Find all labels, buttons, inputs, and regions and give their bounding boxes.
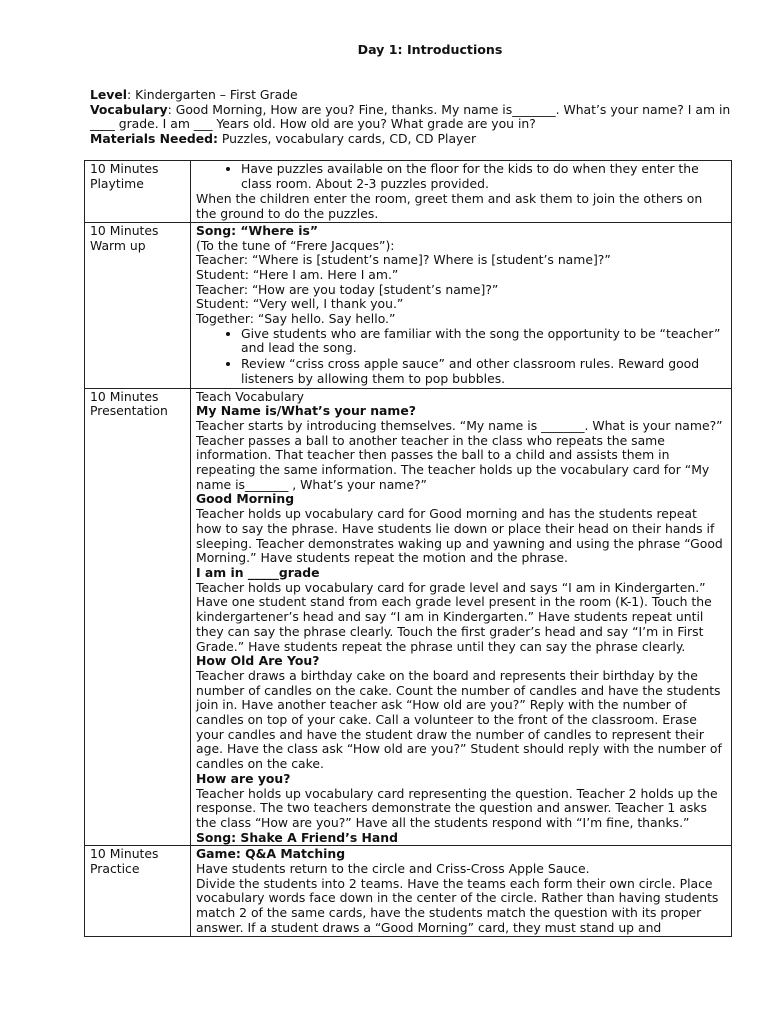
section-text: Teacher holds up vocabulary card representing the question. Teacher 2 holds up the response. The two teachers demonstrate the question and answer. Teacher 1 asks the class “How are you?” Have all the students respond with “I’m fine, thanks.”: [196, 785, 718, 830]
section-intro: Teach Vocabulary: [196, 388, 304, 404]
level-line: [90, 88, 738, 103]
song-line: Student: “Very well, I thank you.”: [196, 296, 404, 312]
activity-name: Presentation: [90, 403, 168, 419]
paragraph: Have students return to the circle and Criss-Cross Apple Sauce.: [196, 861, 590, 877]
game-heading: Game: Q&A Matching: [196, 846, 346, 862]
vocabulary-line: [90, 103, 738, 132]
vocabulary-value: : Good Morning, How are you? Fine, thanks. My name is_______. What’s your name? I am in ____ grade. I am ___ Years old. How old are you? What grade are you in?: [90, 101, 731, 132]
song-line: Teacher: “Where is [student’s name]? Where is [student’s name]?”: [196, 252, 611, 268]
page-title: Day 1: Introductions: [357, 42, 503, 57]
table-row: [85, 161, 732, 223]
section-heading: Good Morning: [196, 491, 295, 507]
section-heading: How Old Are You?: [196, 653, 320, 669]
materials-label: Materials Needed:: [90, 131, 218, 147]
section-text: Teacher draws a birthday cake on the board and represents their birthday by the number of candles on the cake. Count the number of candles and have the students join in. Have another teacher ask “How old are you?” Reply with the number of candles on top of your cake. Call a volunteer to the front of the classroom. Erase your candles and have the student draw the number of candles to represent their age. Have the class ask “How old are you?” Student should reply with the number of candles on the cake.: [196, 667, 722, 772]
content-cell-playtime: [191, 161, 732, 223]
activity-name: Playtime: [90, 175, 144, 191]
time-cell-playtime: [85, 161, 191, 223]
table-row: [85, 846, 732, 936]
song-line: (To the tune of “Frere Jacques”):: [196, 237, 395, 253]
section-heading: I am in _____grade: [196, 564, 320, 580]
content-cell-practice: [191, 846, 732, 936]
duration-label: 10 Minutes: [90, 846, 159, 862]
song-line: Teacher: “How are you today [student’s name]?”: [196, 281, 499, 297]
section-heading: How are you?: [196, 770, 291, 786]
time-cell-practice: [85, 846, 191, 936]
song-heading: Song: “Where is”: [196, 222, 319, 238]
song-line: Together: “Say hello. Say hello.”: [196, 311, 396, 327]
song-line: Student: “Here I am. Here I am.”: [196, 266, 399, 282]
paragraph: When the children enter the room, greet them and ask them to join the others on the ground to do the puzzles.: [196, 191, 703, 222]
duration-label: 10 Minutes: [90, 388, 159, 404]
content-cell-warmup: [191, 222, 732, 388]
table-row: [85, 222, 732, 388]
song-heading: Song: Shake A Friend’s Hand: [196, 829, 398, 845]
vocabulary-label: Vocabulary: [90, 101, 168, 117]
level-value: : Kindergarten – First Grade: [127, 87, 298, 102]
section-text: Teacher holds up vocabulary card for grade level and says “I am in Kindergarten.” Have one student stand from each grade level present in the room (K-1). Touch the kindergartener’s head and say “I am in Kindergarten.” Have students repeat until they can say the phrase clearly. Touch the first grader’s head and say “I’m in First Grade.” Have students repeat the phrase until they can say the phrase clearly.: [196, 579, 712, 654]
content-cell-presentation: [191, 388, 732, 846]
lesson-plan-table: [84, 160, 732, 937]
section-text: Teacher holds up vocabulary card for Good morning and has the students repeat how to say the phrase. Have students lie down or place their head on their hands if sleeping. Teacher demonstrates waking up and yawning and using the phrase “Good Morning.” Have students repeat the motion and the phrase.: [196, 506, 723, 566]
activity-name: Warm up: [90, 237, 146, 253]
list-item: • Have puzzles available on the floor for the kids to do when they enter the class room. About 2-3 puzzles provided.: [241, 162, 726, 191]
list-item: • Give students who are familiar with the song the opportunity to be “teacher” and lead the song.: [241, 327, 726, 356]
activity-name: Practice: [90, 861, 140, 877]
duration-label: 10 Minutes: [90, 161, 159, 176]
materials-value: Puzzles, vocabulary cards, CD, CD Player: [217, 131, 477, 147]
level-label: Level: [90, 87, 128, 102]
duration-label: 10 Minutes: [90, 222, 159, 238]
list-item: • Review “criss cross apple sauce” and other classroom rules. Reward good listeners by allowing them to pop bubbles.: [241, 357, 726, 386]
bullet-list: [196, 327, 726, 387]
paragraph: Divide the students into 2 teams. Have the teams each form their own circle. Place vocabulary words face down in the center of the circle. Rather than having students match 2 of the same cards, have the students match the question with its proper answer. If a student draws a “Good Morning” card, they must stand up and: [196, 875, 719, 935]
materials-line: [90, 132, 738, 147]
section-text: Teacher starts by introducing themselves. “My name is _______. What is your name?” Teacher passes a ball to another teacher in the class who repeats the same information. That teacher then passes the ball to a child and assists them in repeating the same information. The teacher holds up the vocabulary card for “My name is_______ , What’s your name?”: [196, 417, 723, 492]
section-heading: My Name is/What’s your name?: [196, 403, 416, 419]
lesson-header: [90, 88, 738, 147]
time-cell-presentation: [85, 388, 191, 846]
bullet-list: [196, 162, 726, 191]
table-row: [85, 388, 732, 846]
time-cell-warmup: [85, 222, 191, 388]
